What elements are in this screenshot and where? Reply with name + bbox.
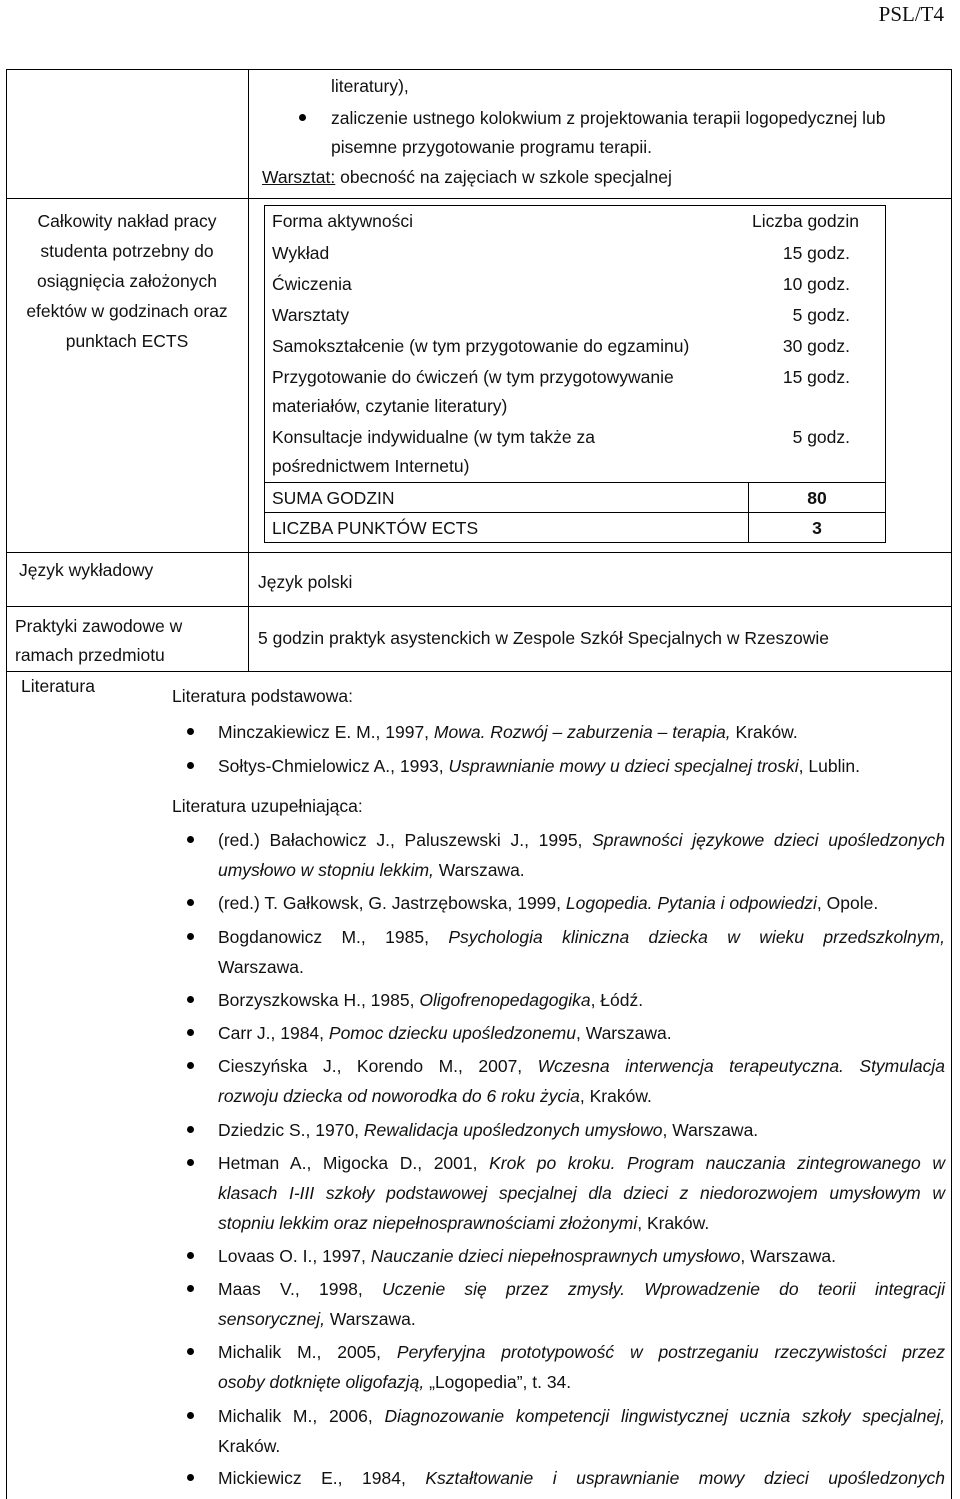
table-row-divider <box>264 512 886 513</box>
practice-label-line: ramach przedmiotu <box>15 645 165 665</box>
bullet-icon <box>187 1412 194 1419</box>
reference-title: rozwoju dziecka od noworodka do 6 roku życia <box>218 1086 580 1106</box>
bullet-icon <box>187 1159 194 1166</box>
reference-line <box>218 1120 758 1140</box>
reference-line <box>218 1342 945 1362</box>
reference-line <box>218 1468 945 1488</box>
reference-line <box>218 1153 945 1173</box>
reference-line <box>218 1023 672 1043</box>
row-divider <box>6 198 952 199</box>
reference-title: osoby dotknięte oligofazją, <box>218 1372 425 1392</box>
reference-title: Oligofrenopedagogika <box>419 990 591 1010</box>
hours-cell: 30 godz. <box>782 336 850 356</box>
page-id: PSL/T4 <box>878 2 944 26</box>
reference-title: Usprawnianie mowy u dzieci specjalnej troski <box>448 756 799 776</box>
reference-title: Wczesna interwencja terapeutyczna. Stymulacja <box>537 1056 945 1076</box>
reference-text: , Łódź. <box>590 990 644 1010</box>
bullet-icon <box>187 728 194 735</box>
reference-title: Krok po kroku. Program nauczania zintegrowanego w <box>489 1153 945 1173</box>
reference-text: , Kraków. <box>579 1086 652 1106</box>
reference-line <box>218 830 945 850</box>
reference-text: , Opole. <box>816 893 879 913</box>
workload-label-line: osiągnięcia założonych <box>37 271 217 291</box>
reference-text: Maas V., 1998, <box>218 1279 382 1299</box>
reference-text: Michalik M., 2005, <box>218 1342 397 1362</box>
reference-title: Uczenie się przez zmysły. Wprowadzenie do teorii integracji <box>381 1279 945 1299</box>
activity-cell: Wykład <box>272 243 330 263</box>
workload-label-line: efektów w godzinach oraz <box>26 301 228 321</box>
workshop-text: obecność na zajęciach w szkole specjalnej <box>335 167 672 187</box>
reference-line <box>218 1436 280 1456</box>
reference-title: Nauczanie dzieci niepełnosprawnych umysłowo <box>370 1246 741 1266</box>
reference-text: Carr J., 1984, <box>218 1023 329 1043</box>
bullet-icon <box>187 1348 194 1355</box>
bullet-icon <box>187 836 194 843</box>
reference-title: Kształtowanie i usprawnianie mowy dzieci upośledzonych <box>425 1468 945 1488</box>
reference-line <box>218 893 878 913</box>
bullet-icon <box>187 762 194 769</box>
reference-text: Lovaas O. I., 1997, <box>218 1246 371 1266</box>
reference-line <box>218 1213 709 1233</box>
reference-line <box>218 1246 836 1266</box>
reference-text: Cieszyńska J., Korendo M., 2007, <box>218 1056 538 1076</box>
reference-title: stopniu lekkim oraz niepełnosprawnościami złożonymi <box>218 1213 638 1233</box>
reference-line <box>218 756 860 776</box>
assessment-text: zaliczenie ustnego kolokwium z projektowania terapii logopedycznej lub <box>331 108 886 128</box>
workshop-label: Warsztat: <box>262 167 336 187</box>
bullet-icon <box>187 1474 194 1481</box>
reference-line <box>218 1056 945 1076</box>
ects-label: LICZBA PUNKTÓW ECTS <box>272 518 479 538</box>
bullet-icon <box>187 1252 194 1259</box>
reference-text: (red.) Bałachowicz J., Paluszewski J., 1995, <box>218 830 593 850</box>
literature-label: Literatura <box>21 676 95 696</box>
reference-line <box>218 1086 652 1106</box>
reference-line <box>218 1406 945 1426</box>
bullet-icon <box>187 1126 194 1133</box>
basic-literature-heading: Literatura podstawowa: <box>172 686 353 706</box>
reference-title: Diagnozowanie kompetencji lingwistycznej ucznia szkoły specjalnej, <box>384 1406 945 1426</box>
bullet-icon <box>187 899 194 906</box>
reference-text: Warszawa. <box>218 957 304 977</box>
hours-cell: 5 godz. <box>792 305 850 325</box>
sum-value: 80 <box>807 488 827 508</box>
reference-title: Sprawności językowe dzieci upośledzonych <box>592 830 945 850</box>
activity-cell: Warsztaty <box>272 305 350 325</box>
reference-text: Dziedzic S., 1970, <box>218 1120 364 1140</box>
col-header-activity: Forma aktywności <box>272 211 414 231</box>
reference-text: Hetman A., Migocka D., 2001, <box>218 1153 490 1173</box>
row-divider <box>6 552 952 553</box>
reference-title: Logopedia. Pytania i odpowiedzi <box>565 893 817 913</box>
workload-label-line: studenta potrzebny do <box>40 241 214 261</box>
workshop-line <box>262 167 672 187</box>
sum-label: SUMA GODZIN <box>272 488 395 508</box>
practice-value: 5 godzin praktyk asystenckich w Zespole Szkół Specjalnych w Rzeszowie <box>258 628 829 648</box>
reference-text: „Logopedia”, t. 34. <box>424 1372 572 1392</box>
table-border-right <box>951 69 952 1499</box>
reference-text: , Warszawa. <box>740 1246 836 1266</box>
reference-title: Rewalidacja upośledzonych umysłowo <box>363 1120 663 1140</box>
reference-text: Mickiewicz E., 1984, <box>218 1468 426 1488</box>
bullet-icon <box>299 114 306 121</box>
ects-value: 3 <box>812 518 822 538</box>
bullet-icon <box>187 1062 194 1069</box>
reference-line <box>218 1309 416 1329</box>
reference-title: Pomoc dziecku upośledzonemu <box>328 1023 576 1043</box>
table-border-top <box>6 69 952 70</box>
activity-cell: pośrednictwem Internetu) <box>272 456 470 476</box>
reference-text: , Kraków. <box>637 1213 710 1233</box>
reference-text: , Lublin. <box>798 756 860 776</box>
reference-text: Warszawa. <box>433 860 525 880</box>
hours-cell: 5 godz. <box>792 427 850 447</box>
reference-line <box>218 1183 945 1203</box>
reference-text: (red.) T. Gałkowsk, G. Jastrzębowska, 1999, <box>218 893 566 913</box>
hours-cell: 15 godz. <box>782 367 850 387</box>
reference-title: umysłowo w stopniu lekkim, <box>218 860 434 880</box>
reference-text: Sołtys-Chmielowicz A., 1993, <box>218 756 449 776</box>
activity-cell: Przygotowanie do ćwiczeń (w tym przygotowywanie <box>272 367 674 387</box>
hours-cell: 10 godz. <box>782 274 850 294</box>
reference-text: Borzyszkowska H., 1985, <box>218 990 420 1010</box>
assessment-text: literatury), <box>331 76 409 96</box>
hours-cell: 15 godz. <box>782 243 850 263</box>
language-value: Język polski <box>258 572 353 592</box>
row-divider <box>6 606 952 607</box>
reference-text: , Warszawa. <box>575 1023 672 1043</box>
bullet-icon <box>187 1029 194 1036</box>
reference-title: Mowa. Rozwój – zaburzenia – terapia, <box>433 722 731 742</box>
reference-text: Minczakiewicz E. M., 1997, <box>218 722 434 742</box>
reference-line <box>218 1279 945 1299</box>
reference-line <box>218 722 798 742</box>
bullet-icon <box>187 1285 194 1292</box>
reference-line <box>218 927 945 947</box>
practice-label-line: Praktyki zawodowe w <box>15 616 183 636</box>
reference-text: Michalik M., 2006, <box>218 1406 385 1426</box>
activity-cell: Samokształcenie (w tym przygotowanie do egzaminu) <box>272 336 690 356</box>
supplementary-literature-heading: Literatura uzupełniająca: <box>172 796 363 816</box>
bullet-icon <box>187 996 194 1003</box>
reference-title: Peryferyjna prototypowość w postrzeganiu rzeczywistości przez <box>396 1342 945 1362</box>
table-row-divider <box>264 482 886 483</box>
reference-text: , Warszawa. <box>662 1120 759 1140</box>
reference-text: Kraków. <box>730 722 798 742</box>
reference-text: Warszawa. <box>325 1309 416 1329</box>
workload-label-line: Całkowity nakład pracy <box>37 211 217 231</box>
reference-title: sensorycznej, <box>218 1309 325 1329</box>
bullet-icon <box>187 933 194 940</box>
reference-line <box>218 860 525 880</box>
assessment-text: pisemne przygotowanie programu terapii. <box>331 137 652 157</box>
language-label: Język wykładowy <box>19 560 154 580</box>
reference-title: Psychologia kliniczna dziecka w wieku przedszkolnym, <box>448 927 945 947</box>
reference-line <box>218 990 643 1010</box>
reference-line <box>218 957 304 977</box>
reference-line <box>218 1372 571 1392</box>
activity-cell: materiałów, czytanie literatury) <box>272 396 508 416</box>
reference-text: Kraków. <box>218 1436 281 1456</box>
workload-label <box>6 206 248 356</box>
row-divider <box>6 671 952 672</box>
activity-cell: Konsultacje indywidualne (w tym także za <box>272 427 595 447</box>
activity-cell: Ćwiczenia <box>272 274 352 294</box>
column-divider <box>248 69 249 672</box>
workload-label-line: punktach ECTS <box>65 331 189 351</box>
col-header-hours: Liczba godzin <box>752 211 860 231</box>
reference-title: klasach I-III szkoły podstawowej specjalnej dla dzieci z niedorozwojem umysłowym w <box>218 1183 945 1203</box>
reference-text: Bogdanowicz M., 1985, <box>218 927 449 947</box>
